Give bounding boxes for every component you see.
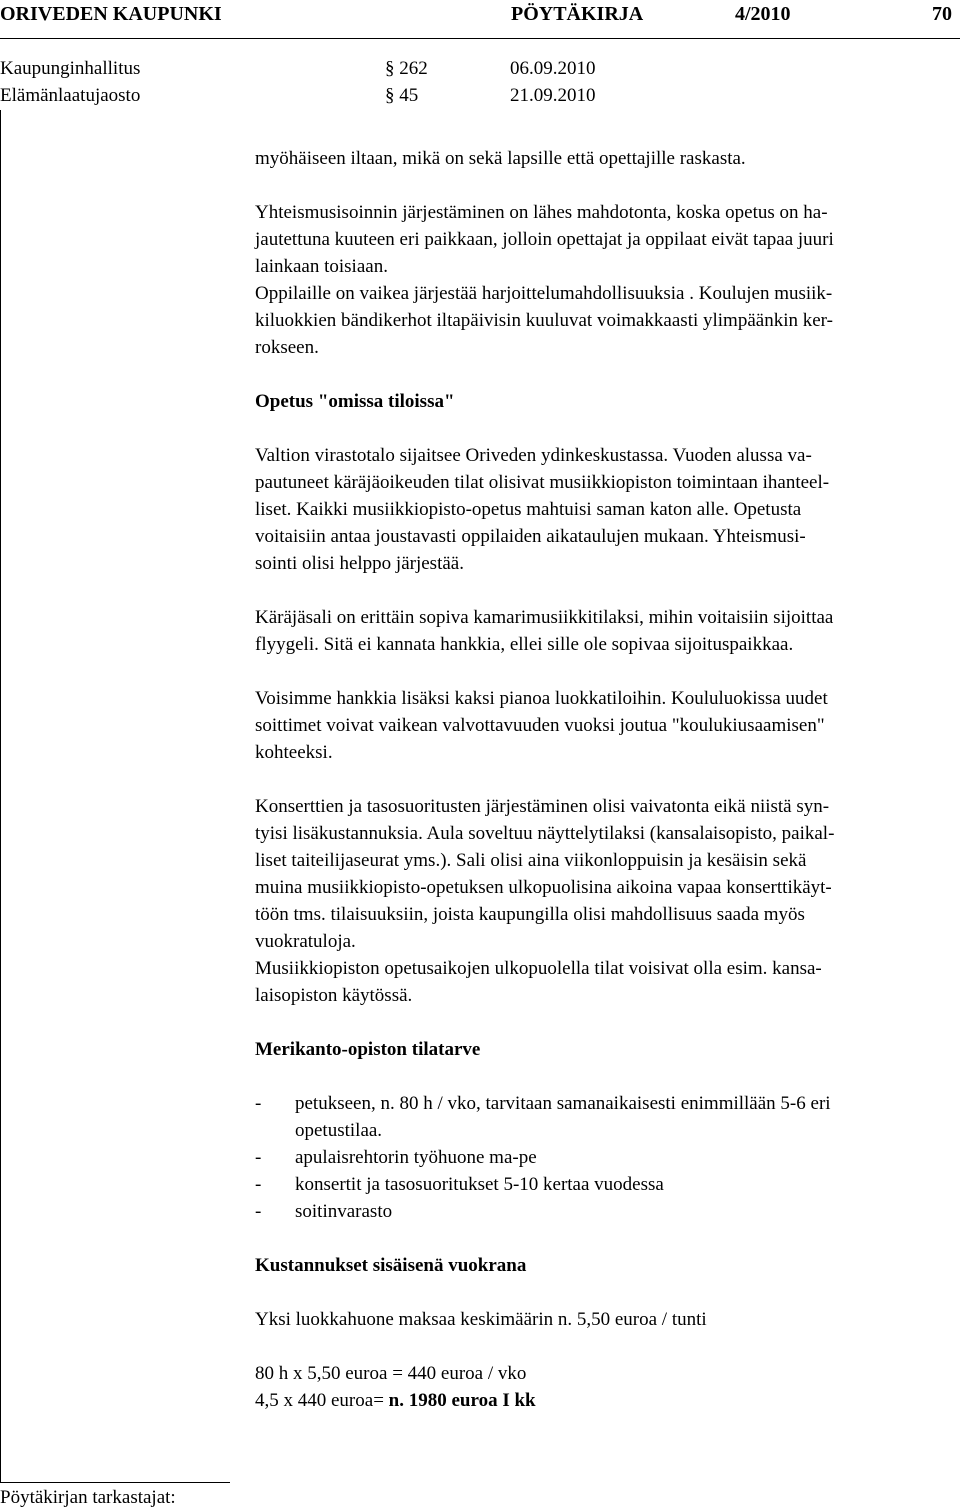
space-need-list xyxy=(255,1090,960,1225)
paragraph-line: liset. Kaikki musiikkiopisto-opetus mahtuisi saman katon alle. Opetusta xyxy=(255,499,802,520)
list-item xyxy=(255,1090,960,1144)
section-heading-own-premises: Opetus "omissa tiloissa" xyxy=(255,391,455,412)
header-doc-type: PÖYTÄKIRJA xyxy=(511,3,644,25)
list-item-line: soitinvarasto xyxy=(295,1201,393,1222)
list-dash: - xyxy=(255,1174,262,1195)
list-item xyxy=(255,1198,960,1225)
paragraph-line: voitaisiin antaa joustavasti oppilaiden aikataulujen mukaan. Yhteismusi- xyxy=(255,526,806,547)
header-org: ORIVEDEN KAUPUNKI xyxy=(0,3,222,25)
footer-rule xyxy=(0,1482,230,1483)
list-item xyxy=(255,1171,960,1198)
paragraph-line: Musiikkiopiston opetusaikojen ulkopuolella tilat voisivat olla esim. kansa- xyxy=(255,958,822,979)
meta-section-2: § 45 xyxy=(385,85,419,106)
paragraph-pianos xyxy=(255,685,960,766)
list-item-line: petukseen, n. 80 h / vko, tarvitaan samanaikaisesti enimmillään 5-6 eri xyxy=(295,1093,831,1114)
paragraph-line: pautuneet käräjäoikeuden tilat olisivat musiikkiopiston toimintaan ihanteel- xyxy=(255,472,830,493)
paragraph-line: tyisi lisäkustannuksia. Aula soveltuu näyttelytilaksi (kansalaisopisto, paikal- xyxy=(255,823,835,844)
margin-rule xyxy=(0,110,1,1482)
paragraph-line: jautettuna kuuteen eri paikkaan, jolloin opettajat ja oppilaat eivät tapaa juuri xyxy=(255,229,834,250)
list-item-line: opetustilaa. xyxy=(295,1120,383,1141)
paragraph-line: sointi olisi helppo järjestää. xyxy=(255,553,464,574)
paragraph-line: Käräjäsali on erittäin sopiva kamarimusiikkitilaksi, mihin voitaisiin sijoittaa xyxy=(255,607,834,628)
paragraph-coordination xyxy=(255,199,960,361)
list-dash: - xyxy=(255,1201,262,1222)
header-page-number: 70 xyxy=(932,3,952,25)
meta-date-2: 21.09.2010 xyxy=(510,85,596,106)
calculation-weekly: 80 h x 5,50 euroa = 440 euroa / vko xyxy=(255,1363,527,1384)
document-body xyxy=(255,145,960,1414)
calculation-monthly-prefix: 4,5 x 440 euroa= xyxy=(255,1390,389,1411)
paragraph-courtroom xyxy=(255,604,960,658)
paragraph-line: kiluokkien bändikerhot iltapäivisin kuuluvat voimakkaasti ylimpäänkin ker- xyxy=(255,310,833,331)
paragraph-line: Oppilaille on vaikea järjestää harjoittelumahdollisuuksia . Koulujen musiik- xyxy=(255,283,833,304)
paragraph-line: Voisimme hankkia lisäksi kaksi pianoa luokkatiloihin. Koululuokissa uudet xyxy=(255,688,828,709)
paragraph-line: muina musiikkiopisto-opetuksen ulkopuolisina aikoina vapaa konserttikäyt- xyxy=(255,877,832,898)
footer-reviewers-label: Pöytäkirjan tarkastajat: xyxy=(0,1487,176,1508)
paragraph-line: lainkaan toisiaan. xyxy=(255,256,388,277)
calculation-monthly-total: n. 1980 euroa I kk xyxy=(388,1390,536,1411)
section-heading-space-need: Merikanto-opiston tilatarve xyxy=(255,1039,481,1060)
paragraph-concerts xyxy=(255,793,960,1009)
section-heading-costs: Kustannukset sisäisenä vuokrana xyxy=(255,1255,527,1276)
paragraph-line: Konserttien ja tasosuoritusten järjestäminen olisi vaivatonta eikä niistä syn- xyxy=(255,796,830,817)
paragraph-line: myöhäiseen iltaan, mikä on sekä lapsille että opettajille raskasta. xyxy=(255,148,746,169)
paragraph-hourly-cost: Yksi luokkahuone maksaa keskimäärin n. 5,50 euroa / tunti xyxy=(255,1309,707,1330)
paragraph-line: flyygeli. Sitä ei kannata hankkia, ellei sille ole sopivaa sijoituspaikkaa. xyxy=(255,634,794,655)
meta-section-1: § 262 xyxy=(385,58,428,79)
paragraph-line: kohteeksi. xyxy=(255,742,333,763)
list-item-line: konsertit ja tasosuoritukset 5-10 kertaa vuodessa xyxy=(295,1174,664,1195)
header-doc-number: 4/2010 xyxy=(735,3,791,25)
paragraph-line: Yhteismusisoinnin järjestäminen on lähes mahdotonta, koska opetus on ha- xyxy=(255,202,828,223)
list-dash: - xyxy=(255,1147,262,1168)
header-rule xyxy=(0,38,960,39)
paragraph-line: töön tms. tilaisuuksiin, joista kaupungilla olisi mahdollisuus saada myös xyxy=(255,904,805,925)
paragraph-line: rokseen. xyxy=(255,337,319,358)
meta-body-1: Kaupunginhallitus xyxy=(0,58,141,79)
meta-body-2: Elämänlaatujaosto xyxy=(0,85,141,106)
paragraph-line: laisopiston käytössä. xyxy=(255,985,413,1006)
paragraph-line: vuokratuloja. xyxy=(255,931,356,952)
list-item-line: apulaisrehtorin työhuone ma-pe xyxy=(295,1147,537,1168)
paragraph-line: liset taiteilijaseurat yms.). Sali olisi aina viikonloppuisin ja kesäisin sekä xyxy=(255,850,807,871)
calculation-monthly xyxy=(255,1387,960,1414)
list-dash: - xyxy=(255,1093,262,1114)
meta-date-1: 06.09.2010 xyxy=(510,58,596,79)
paragraph-line: soittimet voivat vaikean valvottavuuden vuoksi joutua "koulukiusaamisen" xyxy=(255,715,825,736)
list-item xyxy=(255,1144,960,1171)
paragraph-premises xyxy=(255,442,960,577)
paragraph-line: Valtion virastotalo sijaitsee Oriveden ydinkeskustassa. Vuoden alussa va- xyxy=(255,445,812,466)
